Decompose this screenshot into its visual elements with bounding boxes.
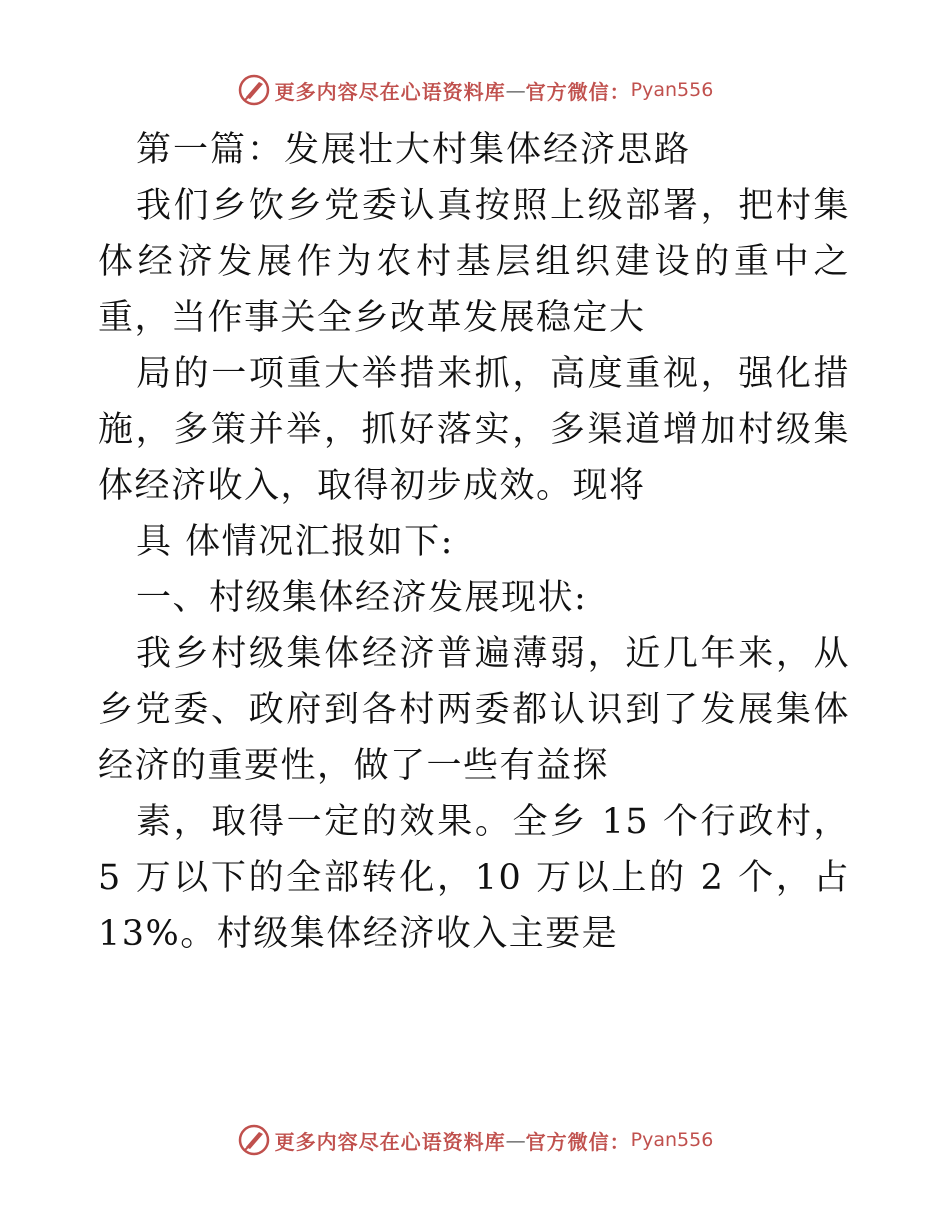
footer-watermark xyxy=(0,1120,950,1160)
watermark-wechat-id: Pyan556 xyxy=(630,1129,714,1151)
paragraph: 素，取得一定的效果。全乡 15 个行政村，5 万以下的全部转化，10 万以上的 2 个，占 13%。村级集体经济收入主要是 xyxy=(98,802,850,954)
watermark-separator: — xyxy=(505,78,526,102)
paragraph: 我们乡饮乡党委认真按照上级部署，把村集体经济发展作为农村基层组织建设的重中之重，当作事关全乡改革发展稳定大 xyxy=(98,186,850,338)
paragraph: 具 体情况汇报如下: xyxy=(136,522,454,562)
watermark-wechat-label: 官方微信： xyxy=(525,1129,631,1154)
paragraph: 局的一项重大举措来抓，高度重视，强化措施，多策并举，抓好落实，多渠道增加村级集体经济收入，取得初步成效。现将 xyxy=(98,354,850,506)
quill-logo-icon xyxy=(237,1123,271,1157)
watermark-separator: — xyxy=(505,1128,526,1152)
watermark-wechat-label: 官方微信： xyxy=(525,79,631,104)
document-body xyxy=(98,122,850,962)
watermark-site-text: 更多内容尽在心语资料库 xyxy=(274,1129,506,1154)
watermark-site-text: 更多内容尽在心语资料库 xyxy=(274,79,506,104)
section-heading: 一、村级集体经济发展现状: xyxy=(136,578,588,618)
header-watermark xyxy=(0,70,950,110)
quill-logo-icon xyxy=(237,73,271,107)
document-heading: 第一篇：发展壮大村集体经济思路 xyxy=(136,130,692,170)
paragraph: 我乡村级集体经济普遍薄弱，近几年来，从乡党委、政府到各村两委都认识到了发展集体经济的重要性，做了一些有益探 xyxy=(98,634,850,786)
watermark-wechat-id: Pyan556 xyxy=(630,79,714,101)
